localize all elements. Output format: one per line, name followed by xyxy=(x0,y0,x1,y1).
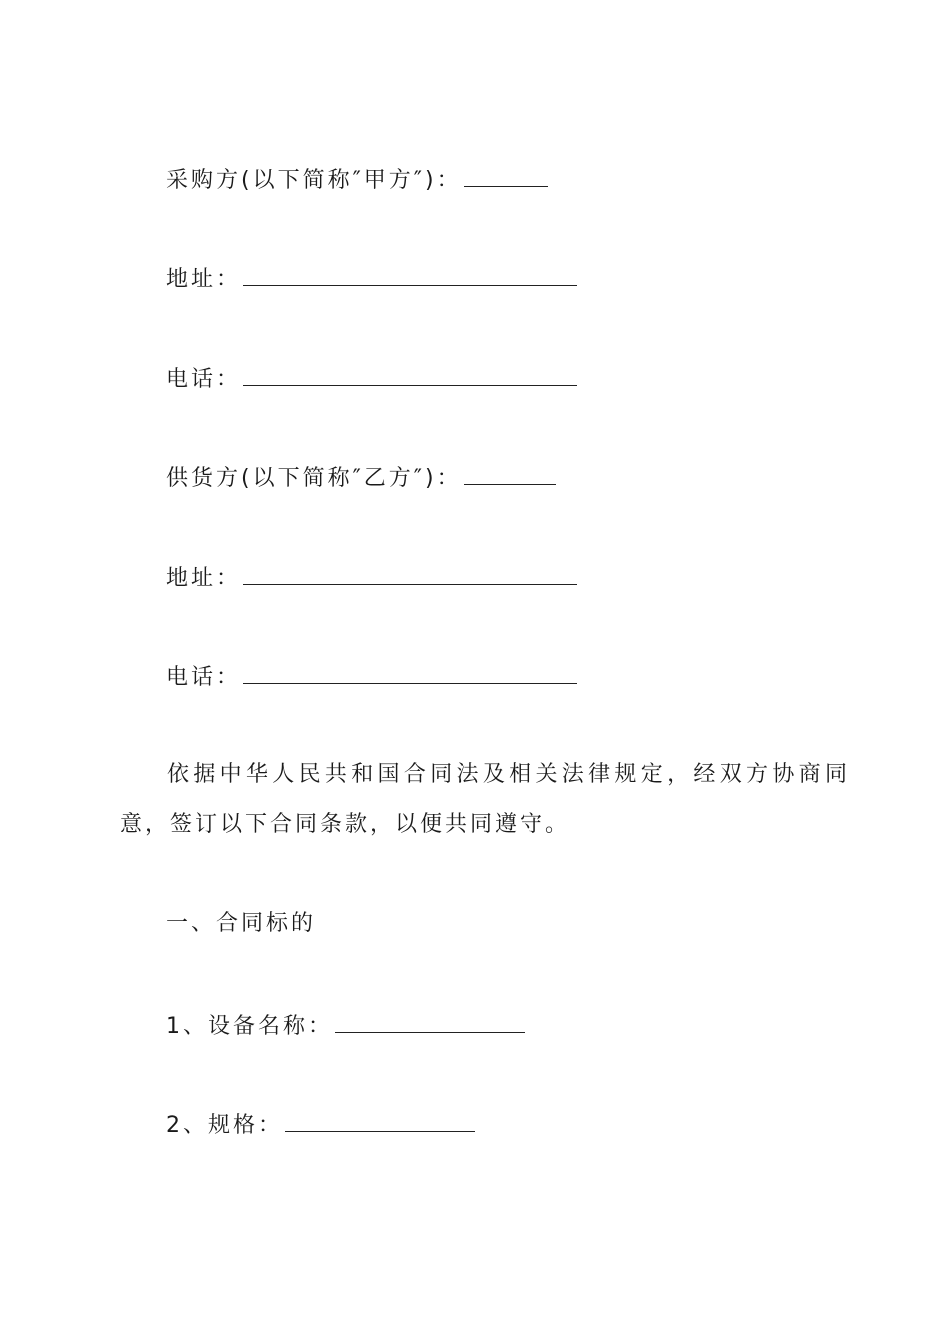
party-a-address-line xyxy=(166,263,577,295)
party-b-address-line xyxy=(166,562,577,594)
equipment-name-field[interactable] xyxy=(335,1010,525,1033)
party-b-phone-label: 电话： xyxy=(166,665,242,690)
party-b-address-label: 地址： xyxy=(166,566,242,591)
equipment-name-label: 1、设备名称： xyxy=(166,1014,333,1039)
specification-label: 2、规格： xyxy=(166,1113,283,1138)
party-a-phone-field[interactable] xyxy=(243,363,577,386)
party-a-line xyxy=(166,164,548,196)
party-b-name-field[interactable] xyxy=(464,462,556,485)
party-a-label: 采购方(以下简称″甲方″)： xyxy=(166,168,462,193)
party-b-phone-field[interactable] xyxy=(243,661,577,684)
party-a-address-label: 地址： xyxy=(166,267,242,292)
party-b-label: 供货方(以下简称″乙方″)： xyxy=(166,466,462,491)
specification-line xyxy=(166,1109,475,1141)
party-a-name-field[interactable] xyxy=(464,164,548,187)
party-a-phone-line xyxy=(166,363,577,395)
equipment-name-line xyxy=(166,1010,525,1042)
preamble-paragraph: 依据中华人民共和国合同法及相关法律规定，经双方协商同意，签订以下合同条款，以便共同遵守。 xyxy=(120,762,850,837)
party-b-phone-line xyxy=(166,661,577,693)
party-b-address-field[interactable] xyxy=(243,562,577,585)
section-1-heading: 一、合同标的 xyxy=(166,911,317,936)
party-a-address-field[interactable] xyxy=(243,263,577,286)
specification-field[interactable] xyxy=(285,1109,475,1132)
party-b-line xyxy=(166,462,556,494)
party-a-phone-label: 电话： xyxy=(166,367,242,392)
